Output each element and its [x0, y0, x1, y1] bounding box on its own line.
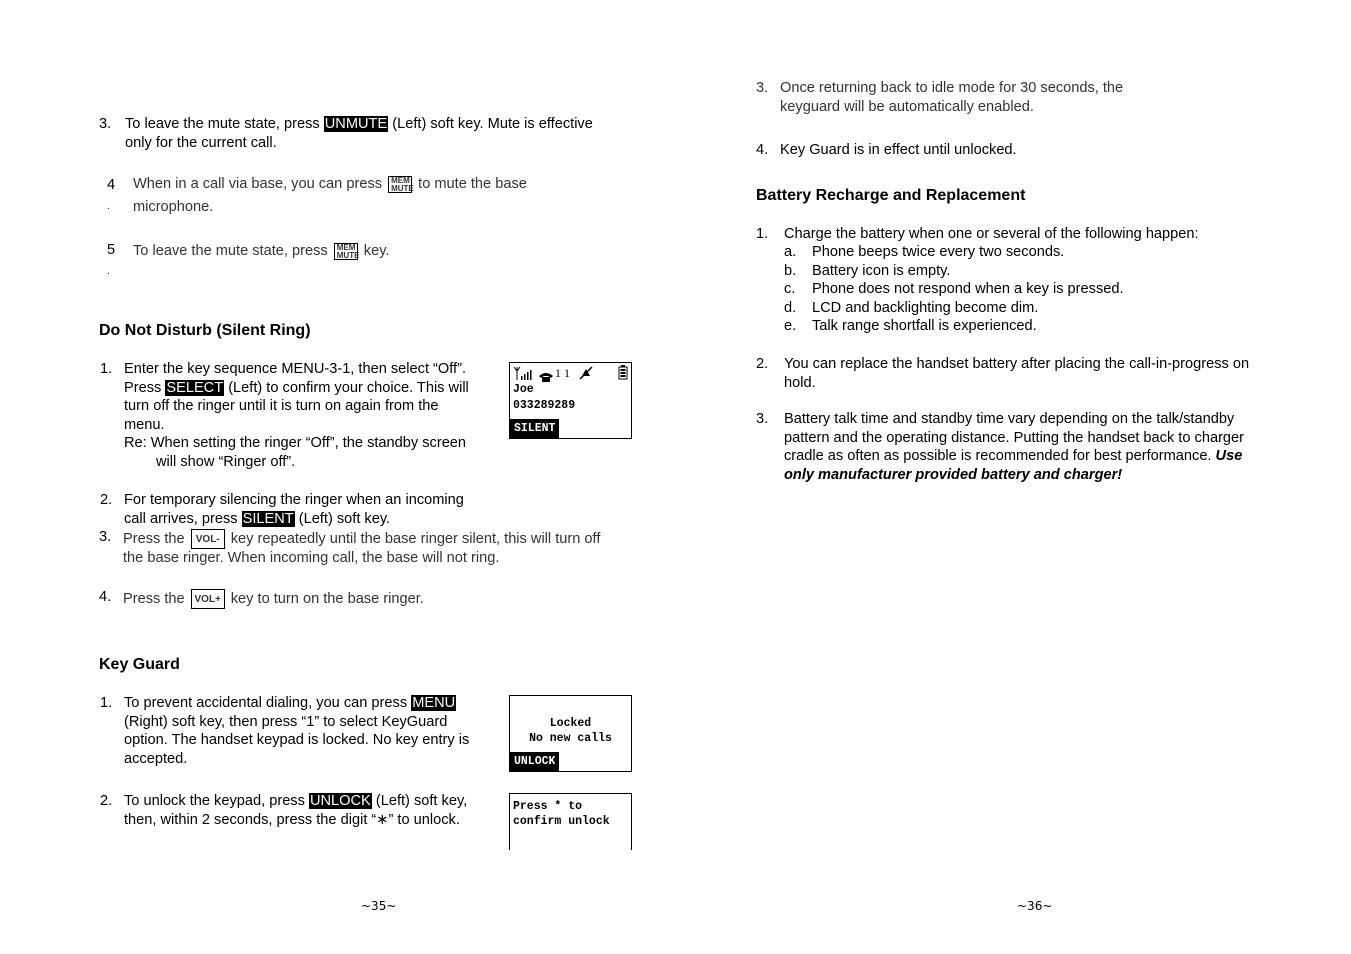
- list-item: c. Phone does not respond when a key is pressed.: [784, 281, 1124, 298]
- lcd-screen-confirm-unlock: Press * to confirm unlock: [509, 793, 632, 850]
- mem-mute-key-icon: MEM MUTE: [334, 243, 358, 260]
- list-number: 3.: [99, 529, 112, 545]
- list-item-dnd-2: For temporary silencing the ringer when an incoming call arrives, press SILENT (Left) soft key.: [124, 492, 464, 527]
- list-number: 1.: [756, 226, 769, 242]
- list-item-dnd-4: Press the VOL+ key to turn on the base ringer.: [123, 589, 643, 609]
- list-item-dnd-3: Press the VOL- key repeatedly until the base ringer silent, this will turn off the base ringer. When incoming call, the base will not ring.: [123, 530, 601, 566]
- list-item: a. Phone beeps twice every two seconds.: [784, 244, 1065, 260]
- list-item: d. LCD and backlighting become dim.: [784, 299, 1039, 316]
- unmute-key-label: UNMUTE: [324, 116, 388, 132]
- list-number: 1.: [100, 361, 113, 377]
- list-item-keyguard-4: Key Guard is in effect until unlocked.: [780, 142, 1017, 158]
- lcd-status-bar: 1 1: [513, 365, 628, 381]
- lcd-softkey-silent: SILENT: [510, 419, 559, 439]
- section-heading-keyguard: Key Guard: [99, 656, 180, 673]
- lcd-caller-number: 033289289: [513, 399, 576, 412]
- list-number: 4.: [756, 142, 769, 158]
- section-heading-dnd: Do Not Disturb (Silent Ring): [99, 322, 311, 339]
- list-item-keyguard-2: To unlock the keypad, press UNLOCK (Left) soft key, then, within 2 seconds, press the digit “∗” to unlock.: [124, 793, 468, 828]
- mute-ringer-icon: [579, 366, 593, 380]
- lcd-screen-locked: Locked No new calls UNLOCK: [509, 695, 632, 772]
- signal-icon: [513, 365, 533, 381]
- list-number: 4.: [99, 589, 112, 605]
- list-number: 2.: [756, 356, 769, 372]
- list-number: 2.: [100, 492, 113, 508]
- list-item-leave-mute: To leave the mute state, press MEM MUTE key.: [133, 242, 390, 260]
- unlock-key-label: UNLOCK: [309, 793, 371, 809]
- vol-up-key-icon: VOL+: [191, 589, 225, 609]
- list-item: e. Talk range shortfall is experienced.: [784, 318, 1037, 335]
- select-key-label: SELECT: [166, 379, 224, 396]
- page-number-right: ~36~: [1017, 899, 1053, 913]
- mem-mute-key-icon: MEM MUTE: [388, 176, 412, 193]
- list-item-keyguard-1: To prevent accidental dialing, you can press MENU (Right) soft key, then press “1” to select KeyGuard option. The handset keypad is locked. No key entry is accepted.: [124, 695, 470, 767]
- menu-key-label: MENU: [412, 695, 456, 711]
- list-number: 3.: [99, 116, 112, 132]
- list-number: 3.: [756, 80, 769, 96]
- list-item-battery-2: You can replace the handset battery after placing the call-in-progress on hold.: [784, 356, 1250, 391]
- vol-down-key-icon: VOL-: [191, 529, 225, 549]
- list-item-unmute: To leave the mute state, press UNMUTE (Left) soft key. Mute is effective only for the current call.: [125, 116, 593, 151]
- list-item-dnd-1: Enter the key sequence MENU-3-1, then select “Off”. Press SELECT (Left) to confirm your choice. This will turn off the ringer until it is turn on again from the menu. Re: When setting the ringer “Off”, the standby screen will show “Ringer off”.: [124, 361, 469, 470]
- list-item-battery-3: Battery talk time and standby time vary depending on the talk/standby pattern and the operating distance. Putting the handset back to charger cradle as often as possible is recommended for best performance. Use only manufacturer provided battery and charger!: [784, 411, 1245, 483]
- list-item-mute-base: When in a call via base, you can press MEM MUTE to mute the base microphone.: [133, 175, 527, 215]
- silent-key-label: SILENT: [242, 510, 294, 527]
- list-number: 1.: [100, 695, 113, 711]
- phone-line-icon: [538, 370, 554, 382]
- battery-icon: [618, 365, 628, 380]
- list-number: 2.: [100, 793, 113, 809]
- list-item-keyguard-3: Once returning back to idle mode for 30 seconds, the keyguard will be automatically enabled.: [780, 80, 1124, 115]
- list-number: 3.: [756, 411, 769, 427]
- list-item: b. Battery icon is empty.: [784, 262, 951, 279]
- battery-sublist: [784, 243, 1304, 336]
- lcd-softkey-unlock: UNLOCK: [510, 752, 559, 772]
- lcd-screen-silent: [509, 362, 632, 439]
- page-number-left: ~35~: [361, 899, 397, 913]
- list-number: 4: [107, 177, 116, 193]
- section-heading-battery: Battery Recharge and Replacement: [756, 187, 1026, 204]
- list-item-battery-1: Charge the battery when one or several of the following happen:: [784, 226, 1199, 242]
- lcd-caller-name: Joe: [513, 383, 534, 396]
- list-number: 5: [107, 242, 116, 258]
